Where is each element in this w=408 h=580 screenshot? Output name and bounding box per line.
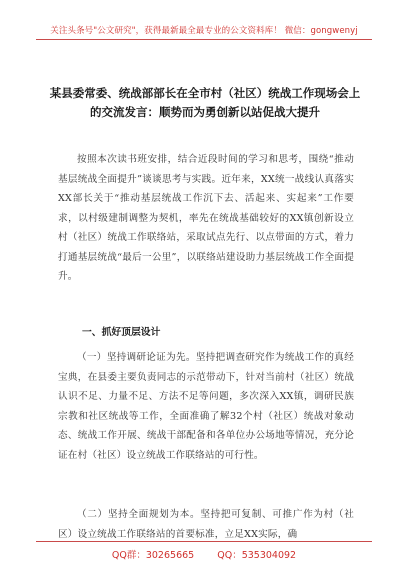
header-divider <box>36 39 372 40</box>
section-heading: 一、抓好顶层设计 <box>82 327 161 338</box>
footer-qq-contact: QQ：535304092 <box>217 550 297 561</box>
footer-divider <box>36 541 372 542</box>
footer-qq-group: QQ群：30265665 <box>111 550 195 561</box>
header-banner: 关注头条号"公文研究"，获得最新最全最专业的公文资料库！ 微信：gongwenyj <box>50 26 358 36</box>
body-paragraph-2: （二）坚持全面规划为本。坚持把可复制、可推广作为村（社区）设立统战工作联络站的首要标准，立足XX实际，确 <box>58 509 354 540</box>
intro-paragraph: 按照本次读书班安排，结合近段时间的学习和思考，围绕“推动基层统战全面提升”谈谈思考与实践。近年来，XX统一战线认真落实XX部长关于“推动基层统战工作沉下去、活起来、实起来”工作要求，以村级建制调整为契机，率先在统战基础较好的XX镇创新设立村（社区）统战工作联络站，采取试点先行、以点带面的方式，着力打通基层统战“最后一公里”，以联络站建设助力基层统战工作全面提升。 <box>58 154 354 282</box>
document-title: 某县委常委、统战部部长在全市村（社区）统战工作现场会上的交流发言：顺势而为勇创新以站促战大提升 <box>49 86 361 119</box>
footer <box>0 547 408 561</box>
body-paragraph-1: （一）坚持调研论证为先。坚持把调查研究作为统战工作的真经宝典，在县委主要负责同志的示范带动下，针对当前村（社区）统战认识不足、力量不足、方法不足等问题，多次深入XX镇，调研民族宗教和社区统战等工作，全面准确了解32个村（社区）统战对象动态、统战工作开展、统战干部配备和各单位办公场地等情况，充分论证在村（社区）设立统战工作联络站的可行性。 <box>58 352 354 461</box>
